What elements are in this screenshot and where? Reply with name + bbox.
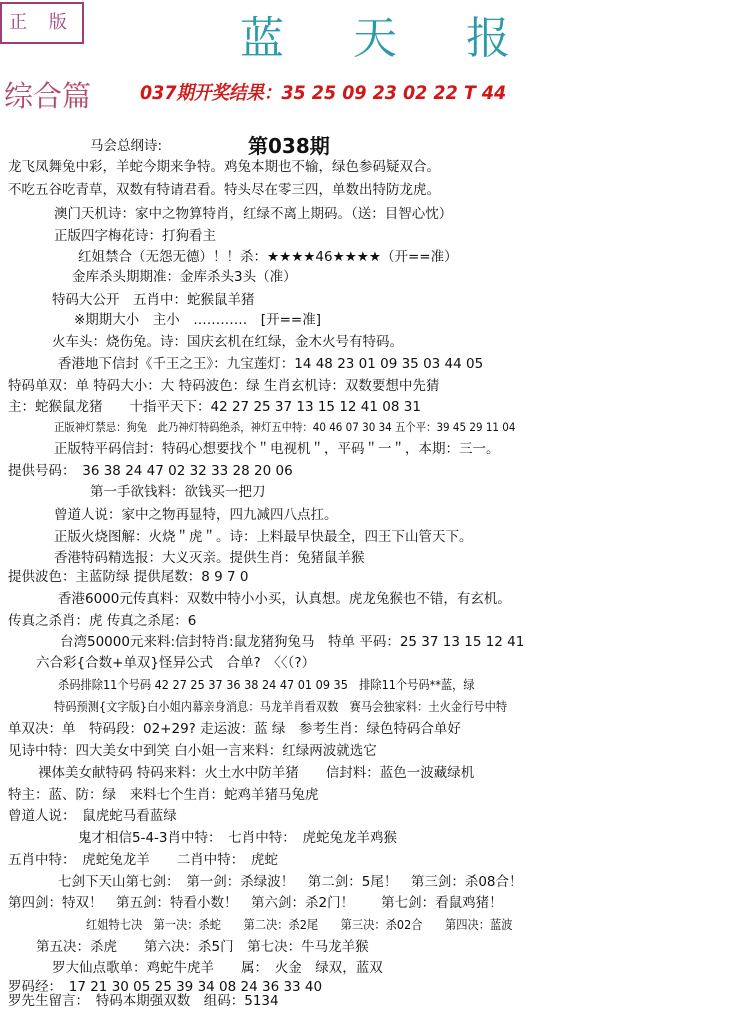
draw-result: 037期开奖结果：35 25 09 23 02 22 T 44 [140, 82, 507, 104]
text-line: 见诗中特：四大美女中到笑 白小姐一言来料：红绿两波就选它 [8, 743, 377, 759]
text-line: 单双决：单 特码段：02+29? 走运波：蓝 绿 参考生肖：绿色特码合单好 [8, 721, 461, 737]
text-line: 第五决：杀虎 第六决：杀5门 第七决：牛马龙羊猴 [36, 939, 369, 955]
text-line: 金库杀头期期准：金库杀头3头（准） [72, 269, 297, 285]
text-line: 曾道人说： 鼠虎蛇马看蓝绿 [8, 808, 177, 824]
text-line: 红姐特七决 第一决：杀蛇 第二决：杀2尾 第三决：杀02合 第四决：蓝波 [86, 917, 513, 932]
text-line: 香港特码精选报：大义灭亲。提供生肖：兔猪鼠羊猴 [54, 550, 365, 566]
text-line: 罗大仙点歌单：鸡蛇牛虎羊 属： 火金 绿双，蓝双 [52, 960, 383, 976]
masthead-char-1: 蓝 [240, 13, 284, 64]
text-line: 主：蛇猴鼠龙猪 十指平天下：42 27 25 37 13 15 12 41 08 31 [8, 399, 421, 415]
text-line: 澳门天机诗：家中之物算特肖，红绿不离上期码。（送：目智心忱） [54, 206, 453, 222]
text-line: 罗码经： 17 21 30 05 25 39 34 08 24 36 33 40 [8, 979, 323, 995]
text-line: 曾道人说：家中之物再显特，四九减四八点扛。 [54, 507, 338, 523]
text-line: 第一手欲钱料：欲钱买一把刀 [90, 484, 266, 500]
issue-number: 第038期 [248, 134, 330, 158]
text-line: 马会总纲诗: [90, 138, 163, 154]
text-line: 特码大公开 五肖中：蛇猴鼠羊猪 [52, 292, 255, 308]
text-line: 五肖中特： 虎蛇兔龙羊 二肖中特： 虎蛇 [8, 852, 278, 868]
text-line: 龙飞凤舞兔中彩，羊蛇今期来争特。鸡兔本期也不输，绿色参码疑双合。 [8, 159, 440, 175]
text-line: 提供波色：主蓝防绿 提供尾数：8 9 7 0 [8, 569, 249, 585]
text-line: 正版神灯禁忌：狗兔 此乃神灯特码绝杀，神灯五中特：40 46 07 30 34 五个平：39 45 29 11 04 [54, 420, 516, 434]
text-line: 正版火烧图解：火烧＂虎＂。诗：上料最早快最全，四王下山管天下。 [54, 529, 473, 545]
text-line: 六合彩{合数+单双}怪异公式 合单? 〈〈（?） [36, 655, 316, 671]
text-line: 香港6000元传真料：双数中特小小买，认真想。虎龙兔猴也不错，有玄机。 [58, 591, 511, 607]
text-line: 第四剑：特双！ 第五剑：特看小数！ 第六剑：杀2门！ 第七剑：看鼠鸡猪！ [8, 895, 503, 911]
text-line: 正版四字梅花诗：打狗看主 [54, 228, 216, 244]
masthead-char-3: 报 [466, 13, 510, 64]
text-line: 杀码排除11个号码 42 27 25 37 36 38 24 47 01 09 35 排除11个号码**蓝，绿 [58, 677, 475, 692]
genuine-edition-stamp: 正 版 [0, 2, 84, 44]
text-line: 台湾50000元来料:信封特肖:鼠龙猪狗兔马 特单 平码：25 37 13 15 12 41 [60, 634, 525, 650]
text-line: 火车头：烧伤兔。诗：国庆玄机在红绿，金木火号有特码。 [52, 334, 403, 350]
text-line: 传真之杀肖：虎 传真之杀尾：6 [8, 613, 197, 629]
text-line: 提供号码： 36 38 24 47 02 32 33 28 20 06 [8, 463, 293, 479]
text-line: 不吃五谷吃青草，双数有特请君看。特头尽在零三四，单数出特防龙虎。 [8, 182, 440, 198]
text-line: 鬼才相信5-4-3肖中特： 七肖中特： 虎蛇兔龙羊鸡猴 [78, 830, 398, 846]
text-line: 罗先生留言： 特码本期强双数 组码：5134 [8, 993, 279, 1009]
text-line: 香港地下信封《千王之王》：九宝莲灯：14 48 23 01 09 35 03 44 05 [58, 356, 484, 372]
text-line: 裸体美女献特码 特码来料：火土水中防羊猪 信封料：蓝色一波藏绿机 [38, 765, 475, 781]
masthead-char-2: 天 [353, 13, 397, 64]
masthead-title [240, 4, 510, 74]
text-line: 七剑下天山第七剑： 第一剑：杀绿波！ 第二剑：5尾！ 第三剑：杀08合！ [58, 874, 523, 890]
text-line: 正版特平码信封：特码心想要找个＂电视机＂，平码＂一＂，本期：三一。 [54, 441, 500, 457]
text-line: 特码预测{文字版}白小姐内幕亲身消息：马龙羊肖看双数 赛马会独家料：土火金行号中特 [54, 699, 508, 714]
text-line: 特码单双：单 特码大小：大 特码波色：绿 生肖玄机诗：双数要想中先猜 [8, 378, 440, 394]
section-title: 综合篇 [4, 79, 92, 113]
text-line: 红姐禁合（无怨无德）！！杀：★★★★46★★★★（开==准） [78, 249, 458, 265]
text-line: ※期期大小 主小 ………… [开==准] [74, 312, 321, 328]
text-line: 特主：蓝、防：绿 来料七个生肖：蛇鸡羊猪马兔虎 [8, 787, 319, 803]
